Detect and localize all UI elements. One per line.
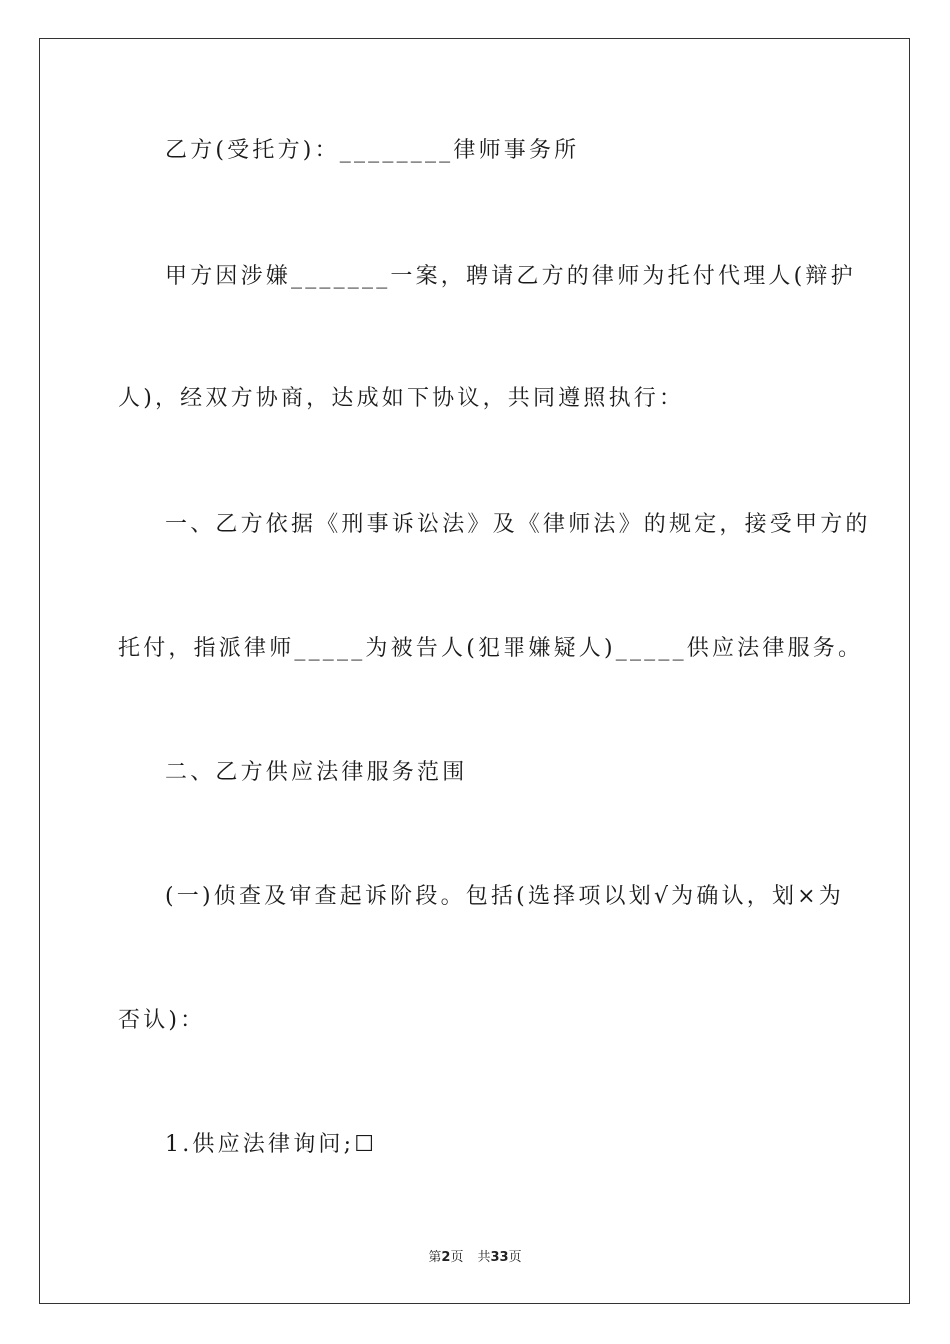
page-suffix: 页 <box>450 1250 464 1265</box>
subclause-1-line-1: (一)侦查及审查起诉阶段。包括(选择项以划√为确认，划×为 <box>165 884 845 909</box>
preamble-line-1: 甲方因涉嫌_______一案，聘请乙方的律师为托付代理人(辩护 <box>165 264 856 289</box>
total-pages: 33 <box>490 1250 509 1265</box>
page-border <box>39 38 910 1304</box>
clause-2-heading: 二、乙方供应法律服务范围 <box>165 760 468 785</box>
preamble-line-2: 人)，经双方协商，达成如下协议，共同遵照执行： <box>118 386 685 411</box>
total-prefix: 共 <box>477 1250 491 1265</box>
total-suffix: 页 <box>508 1250 522 1265</box>
page-footer <box>0 1246 950 1265</box>
page-prefix: 第 <box>428 1250 442 1265</box>
party-b-line: 乙方(受托方)：________律师事务所 <box>165 138 580 163</box>
subclause-1-line-2: 否认)： <box>118 1008 206 1033</box>
clause-1-line-2: 托付，指派律师_____为被告人(犯罪嫌疑人)_____供应法律服务。 <box>118 636 864 661</box>
clause-1-line-1: 一、乙方依据《刑事诉讼法》及《律师法》的规定，接受甲方的 <box>165 512 871 537</box>
item-1-line: 1.供应法律询问;☐ <box>165 1132 378 1157</box>
page-number: 2 <box>441 1250 451 1265</box>
